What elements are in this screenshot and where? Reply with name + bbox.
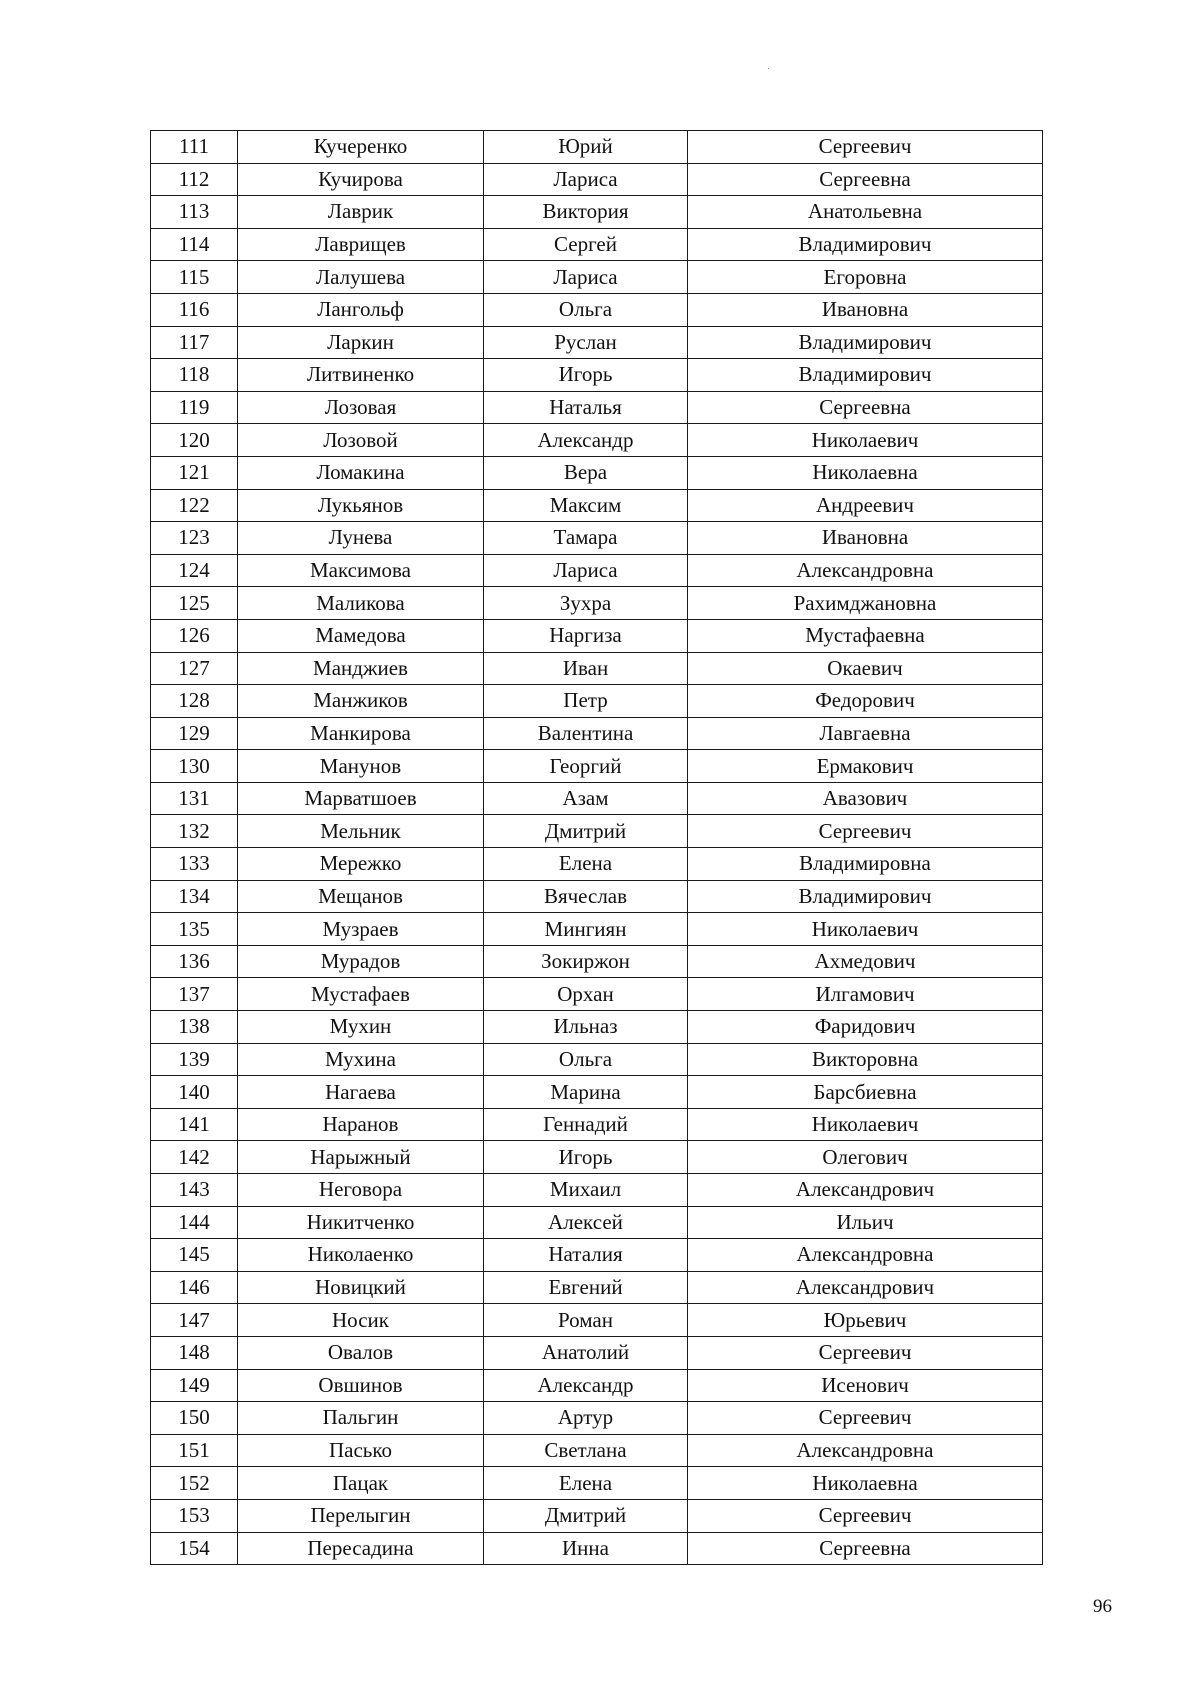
row-number-cell: 114 bbox=[151, 228, 238, 261]
first-name-cell: Алексей bbox=[484, 1206, 688, 1239]
row-number-cell: 134 bbox=[151, 880, 238, 913]
last-name-cell: Пальгин bbox=[238, 1402, 484, 1435]
row-number-cell: 112 bbox=[151, 163, 238, 196]
first-name-cell: Ольга bbox=[484, 293, 688, 326]
patronymic-cell: Фаридович bbox=[688, 1011, 1043, 1044]
table-row bbox=[151, 815, 1043, 848]
patronymic-cell: Александровна bbox=[688, 1239, 1043, 1272]
row-number-cell: 139 bbox=[151, 1043, 238, 1076]
table-row bbox=[151, 1532, 1043, 1565]
last-name-cell: Перелыгин bbox=[238, 1499, 484, 1532]
last-name-cell: Лаврищев bbox=[238, 228, 484, 261]
last-name-cell: Мещанов bbox=[238, 880, 484, 913]
last-name-cell: Манджиев bbox=[238, 652, 484, 685]
patronymic-cell: Викторовна bbox=[688, 1043, 1043, 1076]
last-name-cell: Лангольф bbox=[238, 293, 484, 326]
first-name-cell: Елена bbox=[484, 848, 688, 881]
patronymic-cell: Барсбиевна bbox=[688, 1076, 1043, 1109]
first-name-cell: Валентина bbox=[484, 717, 688, 750]
row-number-cell: 119 bbox=[151, 391, 238, 424]
row-number-cell: 145 bbox=[151, 1239, 238, 1272]
row-number-cell: 146 bbox=[151, 1271, 238, 1304]
patronymic-cell: Владимировна bbox=[688, 848, 1043, 881]
patronymic-cell: Сергеевич bbox=[688, 131, 1043, 164]
first-name-cell: Азам bbox=[484, 782, 688, 815]
patronymic-cell: Андреевич bbox=[688, 489, 1043, 522]
table-row bbox=[151, 1206, 1043, 1239]
first-name-cell: Петр bbox=[484, 685, 688, 718]
table-row bbox=[151, 196, 1043, 229]
table-row bbox=[151, 619, 1043, 652]
table-row bbox=[151, 489, 1043, 522]
table-row bbox=[151, 326, 1043, 359]
row-number-cell: 141 bbox=[151, 1108, 238, 1141]
row-number-cell: 115 bbox=[151, 261, 238, 294]
table-row bbox=[151, 1304, 1043, 1337]
row-number-cell: 154 bbox=[151, 1532, 238, 1565]
table-row bbox=[151, 522, 1043, 555]
last-name-cell: Никитченко bbox=[238, 1206, 484, 1239]
last-name-cell: Кучирова bbox=[238, 163, 484, 196]
row-number-cell: 132 bbox=[151, 815, 238, 848]
first-name-cell: Ольга bbox=[484, 1043, 688, 1076]
first-name-cell: Игорь bbox=[484, 359, 688, 392]
table-row bbox=[151, 1174, 1043, 1207]
first-name-cell: Геннадий bbox=[484, 1108, 688, 1141]
row-number-cell: 136 bbox=[151, 945, 238, 978]
patronymic-cell: Николаевна bbox=[688, 456, 1043, 489]
row-number-cell: 113 bbox=[151, 196, 238, 229]
first-name-cell: Роман bbox=[484, 1304, 688, 1337]
first-name-cell: Ильназ bbox=[484, 1011, 688, 1044]
row-number-cell: 143 bbox=[151, 1174, 238, 1207]
first-name-cell: Сергей bbox=[484, 228, 688, 261]
row-number-cell: 144 bbox=[151, 1206, 238, 1239]
row-number-cell: 124 bbox=[151, 554, 238, 587]
table-row bbox=[151, 1043, 1043, 1076]
patronymic-cell: Ивановна bbox=[688, 522, 1043, 555]
row-number-cell: 122 bbox=[151, 489, 238, 522]
row-number-cell: 152 bbox=[151, 1467, 238, 1500]
last-name-cell: Николаенко bbox=[238, 1239, 484, 1272]
first-name-cell: Лариса bbox=[484, 163, 688, 196]
table-row bbox=[151, 945, 1043, 978]
row-number-cell: 127 bbox=[151, 652, 238, 685]
table-row bbox=[151, 424, 1043, 457]
first-name-cell: Александр bbox=[484, 424, 688, 457]
last-name-cell: Манкирова bbox=[238, 717, 484, 750]
first-name-cell: Вера bbox=[484, 456, 688, 489]
last-name-cell: Манжиков bbox=[238, 685, 484, 718]
last-name-cell: Мустафаев bbox=[238, 978, 484, 1011]
patronymic-cell: Николаевна bbox=[688, 1467, 1043, 1500]
last-name-cell: Мамедова bbox=[238, 619, 484, 652]
first-name-cell: Анатолий bbox=[484, 1336, 688, 1369]
patronymic-cell: Федорович bbox=[688, 685, 1043, 718]
patronymic-cell: Мустафаевна bbox=[688, 619, 1043, 652]
last-name-cell: Овшинов bbox=[238, 1369, 484, 1402]
patronymic-cell: Сергеевич bbox=[688, 1499, 1043, 1532]
row-number-cell: 142 bbox=[151, 1141, 238, 1174]
patronymic-cell: Олегович bbox=[688, 1141, 1043, 1174]
first-name-cell: Артур bbox=[484, 1402, 688, 1435]
table-row bbox=[151, 1467, 1043, 1500]
last-name-cell: Музраев bbox=[238, 913, 484, 946]
row-number-cell: 126 bbox=[151, 619, 238, 652]
first-name-cell: Юрий bbox=[484, 131, 688, 164]
last-name-cell: Ломакина bbox=[238, 456, 484, 489]
scan-artifact bbox=[768, 68, 769, 69]
last-name-cell: Марватшоев bbox=[238, 782, 484, 815]
last-name-cell: Кучеренко bbox=[238, 131, 484, 164]
row-number-cell: 123 bbox=[151, 522, 238, 555]
table-row bbox=[151, 1434, 1043, 1467]
people-table-body bbox=[151, 131, 1043, 1565]
table-row bbox=[151, 587, 1043, 620]
table-row bbox=[151, 1108, 1043, 1141]
first-name-cell: Зокиржон bbox=[484, 945, 688, 978]
patronymic-cell: Николаевич bbox=[688, 1108, 1043, 1141]
table-row bbox=[151, 456, 1043, 489]
patronymic-cell: Николаевич bbox=[688, 424, 1043, 457]
row-number-cell: 128 bbox=[151, 685, 238, 718]
patronymic-cell: Александровна bbox=[688, 1434, 1043, 1467]
table-row bbox=[151, 782, 1043, 815]
first-name-cell: Александр bbox=[484, 1369, 688, 1402]
first-name-cell: Михаил bbox=[484, 1174, 688, 1207]
first-name-cell: Вячеслав bbox=[484, 880, 688, 913]
patronymic-cell: Авазович bbox=[688, 782, 1043, 815]
row-number-cell: 149 bbox=[151, 1369, 238, 1402]
table-row bbox=[151, 228, 1043, 261]
row-number-cell: 137 bbox=[151, 978, 238, 1011]
patronymic-cell: Сергеевна bbox=[688, 163, 1043, 196]
first-name-cell: Зухра bbox=[484, 587, 688, 620]
first-name-cell: Дмитрий bbox=[484, 815, 688, 848]
last-name-cell: Максимова bbox=[238, 554, 484, 587]
patronymic-cell: Егоровна bbox=[688, 261, 1043, 294]
patronymic-cell: Лавгаевна bbox=[688, 717, 1043, 750]
row-number-cell: 116 bbox=[151, 293, 238, 326]
patronymic-cell: Владимирович bbox=[688, 228, 1043, 261]
row-number-cell: 138 bbox=[151, 1011, 238, 1044]
patronymic-cell: Александрович bbox=[688, 1271, 1043, 1304]
first-name-cell: Максим bbox=[484, 489, 688, 522]
patronymic-cell: Сергеевич bbox=[688, 1402, 1043, 1435]
table-row bbox=[151, 1076, 1043, 1109]
table-row bbox=[151, 978, 1043, 1011]
patronymic-cell: Владимирович bbox=[688, 880, 1043, 913]
row-number-cell: 125 bbox=[151, 587, 238, 620]
last-name-cell: Новицкий bbox=[238, 1271, 484, 1304]
table-row bbox=[151, 1336, 1043, 1369]
page-number: 96 bbox=[1093, 1596, 1112, 1617]
table-row bbox=[151, 1499, 1043, 1532]
table-row bbox=[151, 1141, 1043, 1174]
patronymic-cell: Исенович bbox=[688, 1369, 1043, 1402]
row-number-cell: 150 bbox=[151, 1402, 238, 1435]
first-name-cell: Евгений bbox=[484, 1271, 688, 1304]
table-row bbox=[151, 913, 1043, 946]
patronymic-cell: Окаевич bbox=[688, 652, 1043, 685]
last-name-cell: Пасько bbox=[238, 1434, 484, 1467]
row-number-cell: 133 bbox=[151, 848, 238, 881]
first-name-cell: Инна bbox=[484, 1532, 688, 1565]
row-number-cell: 151 bbox=[151, 1434, 238, 1467]
last-name-cell: Ларкин bbox=[238, 326, 484, 359]
last-name-cell: Пацак bbox=[238, 1467, 484, 1500]
first-name-cell: Наргиза bbox=[484, 619, 688, 652]
row-number-cell: 140 bbox=[151, 1076, 238, 1109]
table-row bbox=[151, 685, 1043, 718]
patronymic-cell: Рахимджановна bbox=[688, 587, 1043, 620]
first-name-cell: Светлана bbox=[484, 1434, 688, 1467]
row-number-cell: 121 bbox=[151, 456, 238, 489]
last-name-cell: Маликова bbox=[238, 587, 484, 620]
table-row bbox=[151, 848, 1043, 881]
first-name-cell: Мингиян bbox=[484, 913, 688, 946]
last-name-cell: Нагаева bbox=[238, 1076, 484, 1109]
row-number-cell: 129 bbox=[151, 717, 238, 750]
table-row bbox=[151, 554, 1043, 587]
first-name-cell: Георгий bbox=[484, 750, 688, 783]
patronymic-cell: Анатольевна bbox=[688, 196, 1043, 229]
table-row bbox=[151, 717, 1043, 750]
last-name-cell: Мухина bbox=[238, 1043, 484, 1076]
last-name-cell: Нарыжный bbox=[238, 1141, 484, 1174]
table-row bbox=[151, 1239, 1043, 1272]
patronymic-cell: Сергеевна bbox=[688, 391, 1043, 424]
first-name-cell: Лариса bbox=[484, 554, 688, 587]
table-row bbox=[151, 293, 1043, 326]
first-name-cell: Дмитрий bbox=[484, 1499, 688, 1532]
last-name-cell: Носик bbox=[238, 1304, 484, 1337]
table-row bbox=[151, 1011, 1043, 1044]
last-name-cell: Манунов bbox=[238, 750, 484, 783]
first-name-cell: Орхан bbox=[484, 978, 688, 1011]
last-name-cell: Мельник bbox=[238, 815, 484, 848]
patronymic-cell: Сергеевич bbox=[688, 815, 1043, 848]
patronymic-cell: Ильич bbox=[688, 1206, 1043, 1239]
first-name-cell: Иван bbox=[484, 652, 688, 685]
first-name-cell: Лариса bbox=[484, 261, 688, 294]
patronymic-cell: Ахмедович bbox=[688, 945, 1043, 978]
table-row bbox=[151, 391, 1043, 424]
table-row bbox=[151, 131, 1043, 164]
patronymic-cell: Александровна bbox=[688, 554, 1043, 587]
last-name-cell: Неговора bbox=[238, 1174, 484, 1207]
row-number-cell: 148 bbox=[151, 1336, 238, 1369]
patronymic-cell: Ермакович bbox=[688, 750, 1043, 783]
row-number-cell: 131 bbox=[151, 782, 238, 815]
last-name-cell: Пересадина bbox=[238, 1532, 484, 1565]
patronymic-cell: Юрьевич bbox=[688, 1304, 1043, 1337]
table-row bbox=[151, 750, 1043, 783]
last-name-cell: Мухин bbox=[238, 1011, 484, 1044]
first-name-cell: Игорь bbox=[484, 1141, 688, 1174]
people-table bbox=[150, 130, 1043, 1565]
patronymic-cell: Сергеевич bbox=[688, 1336, 1043, 1369]
last-name-cell: Наранов bbox=[238, 1108, 484, 1141]
last-name-cell: Лозовая bbox=[238, 391, 484, 424]
last-name-cell: Мережко bbox=[238, 848, 484, 881]
first-name-cell: Руслан bbox=[484, 326, 688, 359]
table-row bbox=[151, 359, 1043, 392]
table-row bbox=[151, 1402, 1043, 1435]
last-name-cell: Лунева bbox=[238, 522, 484, 555]
patronymic-cell: Владимирович bbox=[688, 359, 1043, 392]
row-number-cell: 117 bbox=[151, 326, 238, 359]
last-name-cell: Мурадов bbox=[238, 945, 484, 978]
first-name-cell: Елена bbox=[484, 1467, 688, 1500]
last-name-cell: Овалов bbox=[238, 1336, 484, 1369]
table-row bbox=[151, 1369, 1043, 1402]
table-row bbox=[151, 261, 1043, 294]
row-number-cell: 111 bbox=[151, 131, 238, 164]
row-number-cell: 153 bbox=[151, 1499, 238, 1532]
table-row bbox=[151, 652, 1043, 685]
first-name-cell: Тамара bbox=[484, 522, 688, 555]
first-name-cell: Марина bbox=[484, 1076, 688, 1109]
table-row bbox=[151, 163, 1043, 196]
last-name-cell: Лукьянов bbox=[238, 489, 484, 522]
table-row bbox=[151, 880, 1043, 913]
row-number-cell: 147 bbox=[151, 1304, 238, 1337]
patronymic-cell: Николаевич bbox=[688, 913, 1043, 946]
table-row bbox=[151, 1271, 1043, 1304]
patronymic-cell: Илгамович bbox=[688, 978, 1043, 1011]
first-name-cell: Виктория bbox=[484, 196, 688, 229]
patronymic-cell: Александрович bbox=[688, 1174, 1043, 1207]
row-number-cell: 135 bbox=[151, 913, 238, 946]
row-number-cell: 118 bbox=[151, 359, 238, 392]
last-name-cell: Лалушева bbox=[238, 261, 484, 294]
first-name-cell: Наталья bbox=[484, 391, 688, 424]
last-name-cell: Лаврик bbox=[238, 196, 484, 229]
first-name-cell: Наталия bbox=[484, 1239, 688, 1272]
row-number-cell: 130 bbox=[151, 750, 238, 783]
row-number-cell: 120 bbox=[151, 424, 238, 457]
patronymic-cell: Ивановна bbox=[688, 293, 1043, 326]
patronymic-cell: Сергеевна bbox=[688, 1532, 1043, 1565]
last-name-cell: Лозовой bbox=[238, 424, 484, 457]
last-name-cell: Литвиненко bbox=[238, 359, 484, 392]
patronymic-cell: Владимирович bbox=[688, 326, 1043, 359]
